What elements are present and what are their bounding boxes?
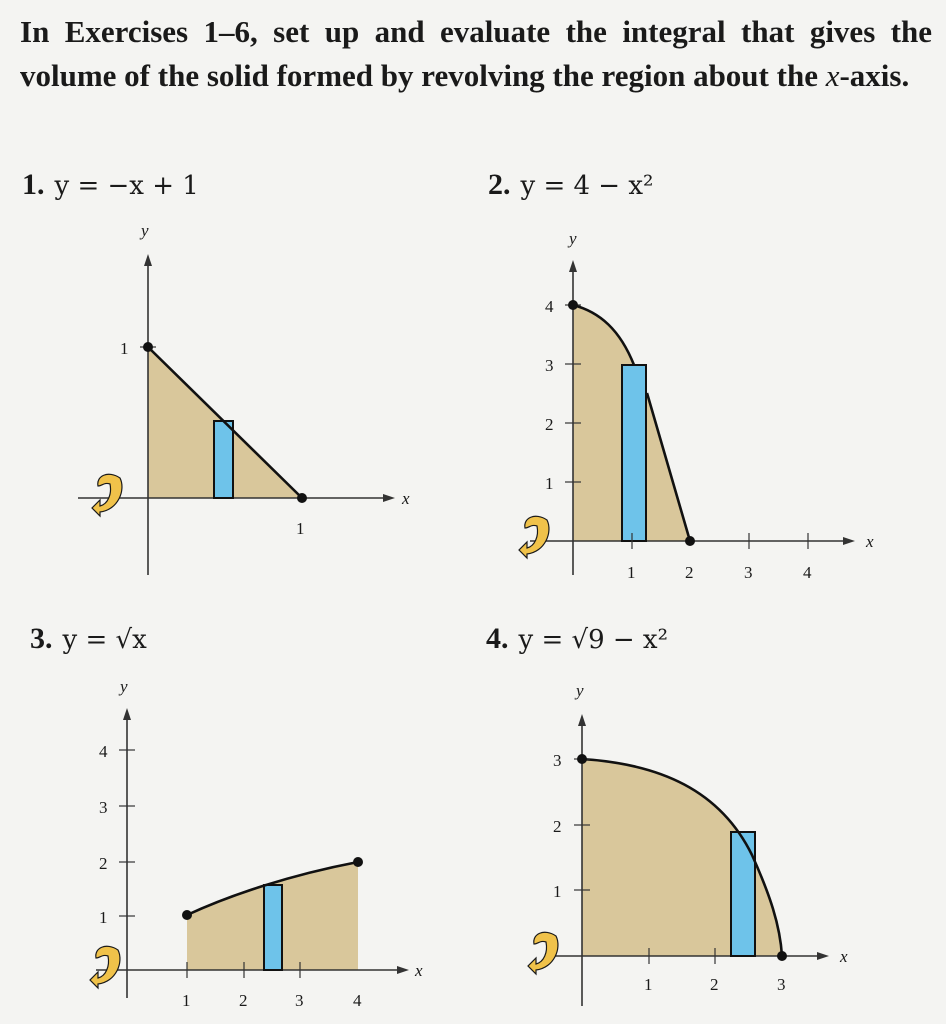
graph-3-rotation-arrow-icon: [90, 946, 120, 988]
problem-3-equation: y = √x: [62, 625, 147, 655]
graph-3-y-arrow: [123, 708, 131, 720]
graph-1-y-arrow: [144, 254, 152, 266]
graph-3-x-tick-label-4: 4: [353, 991, 362, 1010]
graph-4-x-tick-label-1: 1: [644, 975, 653, 994]
graph-2-rectangle: [622, 365, 646, 541]
graph-4-x-tick-label-2: 2: [710, 975, 719, 994]
graph-3-x-tick-label-1: 1: [182, 991, 191, 1010]
graph-3-x-arrow: [397, 966, 409, 974]
graph-1-rectangle: [214, 421, 233, 498]
graph-4-y-tick-label-2: 2: [553, 817, 562, 836]
graph-2-y-arrow: [569, 260, 577, 272]
graph-2-x-tick-label-1: 1: [627, 563, 636, 582]
problem-3-number: 3.: [30, 622, 53, 655]
graph-1-x-tick-label: 1: [296, 519, 305, 538]
instructions-text-before: In Exercises 1–6, set up and evaluate the integral that gives the volume of the solid formed by revolving the region about the: [20, 14, 932, 93]
problem-2-number: 2.: [488, 168, 511, 201]
graph-2-x-tick-label-3: 3: [744, 563, 753, 582]
problem-1-equation: y = −x + 1: [54, 171, 199, 201]
graph-3-x-label: x: [415, 961, 423, 980]
graph-3-rectangle: [264, 885, 282, 970]
problem-1-number: 1.: [22, 168, 45, 201]
graph-2-x-tick-label-2: 2: [685, 563, 694, 582]
graph-2-y-tick-label-2: 2: [545, 415, 554, 434]
graph-1-y-label: y: [141, 221, 149, 240]
graph-3-y-label: y: [120, 677, 128, 696]
graph-3: [90, 677, 423, 1010]
graph-4-x-label: x: [840, 947, 848, 966]
graph-2-x-arrow: [843, 537, 855, 545]
graph-4-rectangle: [731, 832, 755, 956]
graph-4-point-end: [777, 951, 787, 961]
graph-1-point-start: [143, 342, 153, 352]
graph-2-y-label: y: [569, 229, 577, 248]
graph-3-y-tick-label-1: 1: [99, 908, 108, 927]
graph-4: [528, 681, 848, 1006]
graph-2-point-start: [568, 300, 578, 310]
graph-2-x-tick-label-4: 4: [803, 563, 812, 582]
graph-2-y-tick-label-1: 1: [545, 474, 554, 493]
problem-4-number: 4.: [486, 622, 509, 655]
graph-3-point-end: [353, 857, 363, 867]
problem-4-equation: y = √9 − x²: [518, 625, 669, 655]
graph-4-point-start: [577, 754, 587, 764]
graph-4-x-arrow: [817, 952, 829, 960]
graph-4-y-tick-label-3: 3: [553, 751, 562, 770]
graph-3-point-start: [182, 910, 192, 920]
graph-2-y-tick-label-4: 4: [545, 297, 554, 316]
graph-1-point-end: [297, 493, 307, 503]
graph-1-x-label: x: [402, 489, 410, 508]
instructions-axis-name: x: [825, 58, 840, 93]
graph-1-rotation-arrow-icon: [92, 474, 122, 516]
graph-2-x-label: x: [866, 532, 874, 551]
graph-4-y-label: y: [576, 681, 584, 700]
graph-4-x-tick-label-3: 3: [777, 975, 786, 994]
graph-4-y-arrow: [578, 714, 586, 726]
graph-2-point-end: [685, 536, 695, 546]
graph-3-y-tick-label-2: 2: [99, 854, 108, 873]
graph-1: [78, 221, 410, 575]
instructions-text-after: -axis.: [839, 58, 910, 93]
problem-2-equation: y = 4 − x²: [520, 171, 654, 201]
graph-1-x-arrow: [383, 494, 395, 502]
graph-3-x-tick-label-3: 3: [295, 991, 304, 1010]
graph-4-y-tick-label-1: 1: [553, 882, 562, 901]
graph-3-y-tick-label-3: 3: [99, 798, 108, 817]
graph-1-y-tick-label: 1: [120, 339, 129, 358]
graph-3-x-tick-label-2: 2: [239, 991, 248, 1010]
graph-2: [519, 229, 874, 582]
graph-2-rotation-arrow-icon: [519, 516, 549, 558]
graph-2-y-tick-label-3: 3: [545, 356, 554, 375]
graph-3-y-tick-label-4: 4: [99, 742, 108, 761]
graph-4-rotation-arrow-icon: [528, 932, 558, 974]
